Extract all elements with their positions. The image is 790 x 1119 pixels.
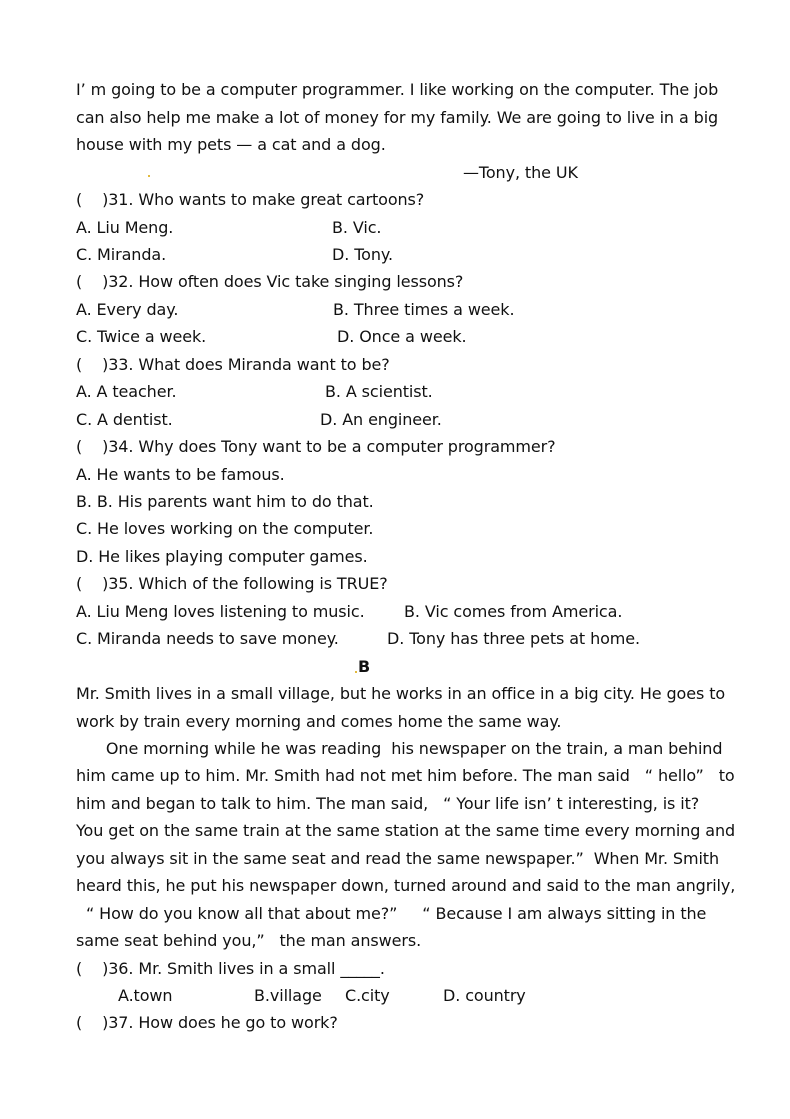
section-b-heading: B [358, 657, 371, 676]
question-31-option-a: A. Liu Meng. [76, 218, 174, 237]
passage-a-line: I’ m going to be a computer programmer. I like working on the computer. The job [76, 80, 719, 99]
passage-b-line: heard this, he put his newspaper down, turned around and said to the man angrily, [76, 876, 736, 895]
question-36-option-d: D. country [443, 986, 526, 1005]
passage-b-line: You get on the same train at the same station at the same time every morning and [76, 821, 736, 840]
passage-a-line: can also help me make a lot of money for my family. We are going to live in a big [76, 108, 719, 127]
question-37-stem: ( )37. How does he go to work? [76, 1013, 338, 1032]
question-34-option-a: A. He wants to be famous. [76, 465, 285, 484]
passage-a-line: house with my pets — a cat and a dog. [76, 135, 386, 154]
question-34-stem: ( )34. Why does Tony want to be a computer programmer? [76, 437, 556, 456]
question-31-option-b: B. Vic. [332, 218, 382, 237]
question-35-option-a: A. Liu Meng loves listening to music. [76, 602, 365, 621]
question-35-stem: ( )35. Which of the following is TRUE? [76, 574, 388, 593]
question-36-option-a: A.town [118, 986, 173, 1005]
passage-b-line: him and began to talk to him. The man said, “ Your life isn’ t interesting, is it? [76, 794, 700, 813]
question-33-option-a: A. A teacher. [76, 382, 177, 401]
question-31-option-c: C. Miranda. [76, 245, 167, 264]
question-35-option-d: D. Tony has three pets at home. [387, 629, 641, 648]
question-34-option-c: C. He loves working on the computer. [76, 519, 374, 538]
question-32-option-d: D. Once a week. [337, 327, 467, 346]
passage-b-line: same seat behind you,” the man answers. [76, 931, 422, 950]
question-33-stem: ( )33. What does Miranda want to be? [76, 355, 390, 374]
question-33-option-d: D. An engineer. [320, 410, 442, 429]
question-32-stem: ( )32. How often does Vic take singing lessons? [76, 272, 464, 291]
stray-dot-mark [148, 175, 150, 177]
question-31-stem: ( )31. Who wants to make great cartoons? [76, 190, 425, 209]
passage-b-line: him came up to him. Mr. Smith had not met him before. The man said “ hello” to [76, 766, 735, 785]
question-32-option-c: C. Twice a week. [76, 327, 207, 346]
question-34-option-d: D. He likes playing computer games. [76, 547, 368, 566]
question-36-option-c: C.city [345, 986, 390, 1005]
passage-b-line: One morning while he was reading his newspaper on the train, a man behind [76, 739, 723, 758]
passage-b-line: you always sit in the same seat and read the same newspaper.” When Mr. Smith [76, 849, 720, 868]
question-36-option-b: B.village [254, 986, 322, 1005]
question-35-option-c: C. Miranda needs to save money. [76, 629, 339, 648]
stray-dot-mark [355, 671, 357, 673]
question-33-option-c: C. A dentist. [76, 410, 173, 429]
passage-b-line: work by train every morning and comes home the same way. [76, 712, 562, 731]
question-35-option-b: B. Vic comes from America. [404, 602, 623, 621]
passage-b-line: “ How do you know all that about me?” “ Because I am always sitting in the [76, 904, 707, 923]
question-32-option-a: A. Every day. [76, 300, 179, 319]
question-31-option-d: D. Tony. [332, 245, 393, 264]
question-36-stem: ( )36. Mr. Smith lives in a small _____. [76, 959, 385, 978]
question-32-option-b: B. Three times a week. [333, 300, 515, 319]
question-34-option-b: B. B. His parents want him to do that. [76, 492, 374, 511]
question-33-option-b: B. A scientist. [325, 382, 433, 401]
signature: —Tony, the UK [463, 163, 578, 182]
passage-b-line: Mr. Smith lives in a small village, but he works in an office in a big city. He goes to [76, 684, 726, 703]
